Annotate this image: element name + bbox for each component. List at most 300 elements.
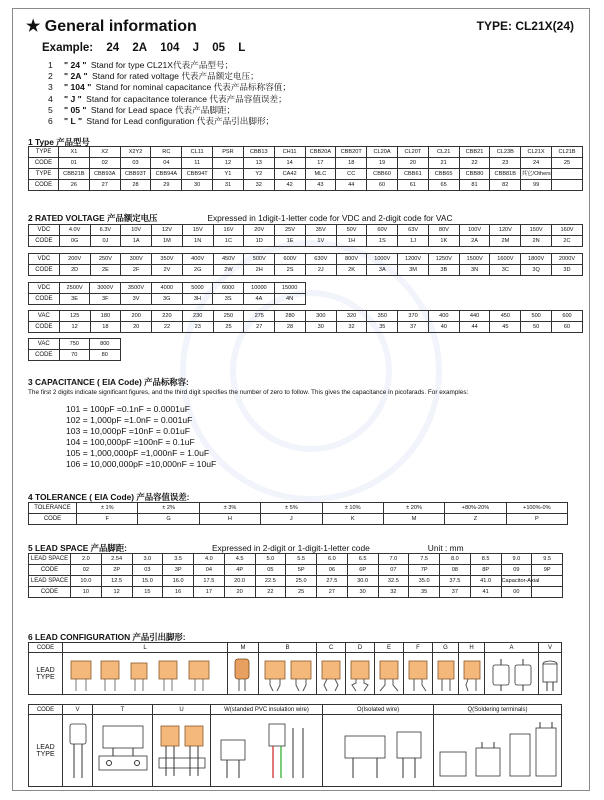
table-cell: 4A [244,294,275,305]
table-cell: 10V [121,225,152,236]
table-cell: 18 [336,158,367,169]
table-cell: CBB94T [182,169,213,180]
table-cell: 41 [470,587,501,598]
table-cell: 10 [71,587,102,598]
table-cell: 50 [521,322,552,333]
table-cell: 1N [182,236,213,247]
table-cell: CL21X [521,147,552,158]
table-cell: CBB93T [120,169,151,180]
table-cell: 27 [89,180,120,191]
table-cell: 02 [71,565,102,576]
table-cell: CA42 [274,169,305,180]
table-cell: 3B [428,265,459,276]
lead-illustration-E [375,653,404,695]
table-cell: CBB60 [367,169,398,180]
table-cell: 15000 [274,283,305,294]
table-cell: 32.5 [378,576,409,587]
table-cell [552,169,583,180]
table-cell: 45 [490,322,521,333]
table-cell: 1200V [398,254,429,265]
table-cell: 32 [336,322,367,333]
table-cell: 41.0 [470,576,501,587]
table-cell: 60V [367,225,398,236]
table-cell: 2K [336,265,367,276]
page-title: ★ General information [26,18,197,35]
table-cell: 370 [398,311,429,322]
table-cell: 1500V [459,254,490,265]
example-part: J [192,42,200,54]
table-cell: 2H [244,265,275,276]
table-cell: 600 [552,311,583,322]
table-cell: 25.0 [286,576,317,587]
voltage-table [28,224,583,247]
table-cell: CC [336,169,367,180]
item-text: Stand for type CL21X代表产品型号； [88,60,234,70]
table-cell: 25 [552,158,583,169]
table-row [29,514,568,525]
table-cell: G [138,514,199,525]
table-cell: 800V [336,254,367,265]
table-cell: 4000 [151,283,182,294]
lead-config-table-2 [28,704,562,787]
table-cell: 1C [213,236,244,247]
capacitance-example: 106 = 10,000,000pF =10,000nF = 10uF [66,459,217,469]
table-cell: 3H [182,294,213,305]
voltage-table [28,282,306,305]
table-cell: 20 [224,587,255,598]
table-cell: 220 [152,311,183,322]
table-cell: 350V [152,254,183,265]
table-cell: 3V [121,294,152,305]
table-cell: 1M [152,236,183,247]
table-cell: RC [151,147,182,158]
table-cell: 09 [501,565,532,576]
table-row [29,254,583,265]
table-cell: 15 [132,587,163,598]
row-header: CODE [29,514,77,525]
table-cell: 3A [367,265,398,276]
table-cell [532,587,563,598]
table-cell: 02 [89,158,120,169]
table-cell: 7.0 [378,554,409,565]
table-cell: MLC [305,169,336,180]
stand-for-item [48,116,291,127]
table-cell: 18 [90,322,121,333]
table-cell: 06 [317,565,348,576]
table-cell: 440 [459,311,490,322]
table-cell: 0G [59,236,90,247]
table-cell: 17 [194,587,225,598]
table-cell: 12.5 [101,576,132,587]
table-cell: Capacitor-Axial [501,576,532,587]
table-cell: 3F [90,294,121,305]
table-cell: 300V [121,254,152,265]
table-cell: 其它/Others [521,169,552,180]
table-cell: 600V [275,254,306,265]
row-header: CODE [29,565,71,576]
table-cell: 10.0 [71,576,102,587]
table-cell: 200 [121,311,152,322]
table-cell: 35.0 [409,576,440,587]
table-cell: 3P [163,565,194,576]
table-cell: 16 [163,587,194,598]
table-cell: 1S [367,236,398,247]
table-cell: 11 [182,158,213,169]
table-cell: 27 [244,322,275,333]
item-code: " 24 " [64,60,87,70]
table-cell: 3M [398,265,429,276]
table-cell: 2000V [552,254,583,265]
table-cell: 44 [459,322,490,333]
table-row [29,350,121,361]
table-cell: 2.54 [101,554,132,565]
table-cell: 3G [151,294,182,305]
table-cell: 27 [317,587,348,598]
lead-code: V [63,705,93,715]
capacitance-example: 103 = 10,000pF =10nF = 0.01uF [66,426,190,436]
table-cell: Y1 [213,169,244,180]
lead-illustration-D [346,653,375,695]
stand-for-item [48,60,291,71]
lead-code: B [259,643,317,653]
table-cell: 31 [213,180,244,191]
table-cell: 2P [101,565,132,576]
row-header: VDC [29,283,60,294]
table-row [29,565,563,576]
table-cell: 20 [397,158,428,169]
table-cell: J [261,514,322,525]
table-cell: 20V [244,225,275,236]
table-cell: 08 [440,565,471,576]
lead-illustration-V [539,653,562,695]
table-cell: CBB21B [59,169,90,180]
table-cell: 1000V [367,254,398,265]
table-cell: 40 [428,322,459,333]
table-cell: 4.0V [59,225,90,236]
row-header: CODE [29,322,60,333]
table-cell: 05 [255,565,286,576]
table-cell: 61 [397,180,428,191]
table-cell: 6000 [213,283,244,294]
table-cell: 4.0 [194,554,225,565]
table-cell: 14 [274,158,305,169]
table-cell: 1E [275,236,306,247]
table-cell: 3Q [521,265,552,276]
table-cell: CBB20T [336,147,367,158]
example-line [42,42,255,54]
table-cell: 37 [440,587,471,598]
table-cell: 30 [305,322,336,333]
lead-code: E [375,643,404,653]
table-cell: 4N [274,294,305,305]
table-cell: 2N [521,236,552,247]
voltage-table [28,310,583,333]
table-cell: 2D [59,265,90,276]
table-cell: CBB13 [243,147,274,158]
table-cell: 450 [490,311,521,322]
table-cell [552,180,583,191]
stand-for-item [48,105,291,116]
table-cell: 00 [501,587,532,598]
table-row [29,147,583,158]
stand-for-list [48,60,291,127]
table-cell: 80V [428,225,459,236]
lead-code: W(standed PVC insulation wire) [211,705,323,715]
table-cell: 3000V [90,283,121,294]
lead-code: C [317,643,346,653]
item-text: Stand for Lead configuration 代表产品引出脚形； [84,116,275,127]
lead-space-unit: Unit : mm [427,543,464,553]
table-cell: 9.0 [501,554,532,565]
table-cell: Y2 [243,169,274,180]
table-cell: 30 [347,587,378,598]
table-cell: 500V [244,254,275,265]
table-cell: 1K [428,236,459,247]
table-cell: 1J [398,236,429,247]
table-cell: 2C [552,236,583,247]
lead-illustration-C [317,653,346,695]
table-cell: 3S [213,294,244,305]
table-cell: 2W [213,265,244,276]
table-cell: 23 [490,158,521,169]
item-text: Stand for rated voltage 代表产品额定电压； [89,71,259,82]
table-cell: 30 [182,180,213,191]
lead-illustration-A [485,653,539,695]
row-header: CODE [29,587,71,598]
table-cell: 160V [552,225,583,236]
table-cell: PSR [213,147,244,158]
type-table [28,146,583,191]
table-cell: 22 [459,158,490,169]
table-cell: 8.5 [470,554,501,565]
stand-for-item [48,71,291,82]
table-row [29,225,583,236]
stand-for-item [48,82,291,93]
table-cell: 25 [213,322,244,333]
table-cell: 320 [336,311,367,322]
lead-code: A [485,643,539,653]
type-label: TYPE: CL21X(24) [476,19,574,33]
lead-type-label: LEAD TYPE [29,653,63,695]
row-header: CODE [29,236,60,247]
table-cell: 6.3V [90,225,121,236]
table-cell: 100V [459,225,490,236]
table-cell: ± 3% [199,503,260,514]
table-cell: 16.0 [163,576,194,587]
table-cell: 120V [490,225,521,236]
table-cell: CBB81B [490,169,521,180]
table-cell: 4P [224,565,255,576]
table-cell: 16V [213,225,244,236]
lead-code: F [404,643,433,653]
lead-code: T [93,705,153,715]
table-row [29,158,583,169]
table-cell: 9P [532,565,563,576]
table-cell: M [383,514,444,525]
table-cell: 2S [275,265,306,276]
row-header: VAC [29,311,60,322]
table-cell: 350 [367,311,398,322]
lead-illustration-U [153,715,211,787]
code-label: CODE [29,705,63,715]
table-cell: CBB21 [459,147,490,158]
table-cell: CBB94A [151,169,182,180]
table-cell: 15V [182,225,213,236]
table-cell: 37.5 [440,576,471,587]
lead-code: V [539,643,562,653]
lead-code: G [433,643,459,653]
item-number: 2 [48,71,53,82]
stand-for-item [48,94,291,105]
table-cell: 3C [490,265,521,276]
capacitance-example: 102 = 1,000pF =1.0nF = 0.001uF [66,415,193,425]
table-cell: F [77,514,138,525]
lead-space-title: 5 LEAD SPACE 产品脚距: [28,543,127,553]
table-row [29,180,583,191]
table-cell: CL20T [397,147,428,158]
table-cell: 125 [59,311,90,322]
lead-illustration-T [93,715,153,787]
table-row [29,283,306,294]
table-cell: 37 [398,322,429,333]
capacitance-examples [66,404,216,470]
table-cell: 26 [59,180,90,191]
table-cell: 630V [305,254,336,265]
table-cell: 44 [336,180,367,191]
table-cell: CL20A [367,147,398,158]
table-cell: 2.0 [71,554,102,565]
table-cell: 28 [275,322,306,333]
table-cell: CBB65 [428,169,459,180]
table-cell: 250V [90,254,121,265]
table-cell: +80%-20% [445,503,506,514]
table-cell: 01 [59,158,90,169]
lead-space-table [28,553,563,598]
type-section-title: 1 Type 产品型号 [28,137,90,147]
table-cell: 1D [244,236,275,247]
table-cell: 03 [132,565,163,576]
table-cell: K [322,514,383,525]
table-row [29,265,583,276]
capacitance-example: 105 = 1,000,000pF =1,000nF = 1.0uF [66,448,210,458]
table-cell: 2G [182,265,213,276]
table-row [29,576,563,587]
table-cell: 1H [336,236,367,247]
lead-space-subtitle: Expressed in 2-digit or 1-digit-1-letter code [211,543,370,553]
capacitance-description: The first 2 digits indicate significant figures, and the third digit specifies the number of zero to follow. This gives the capacitance in picofarads. For examples: [28,389,469,396]
example-prefix: Example: [42,42,94,54]
table-cell: CBB61 [397,169,428,180]
capacitance-example: 101 = 100pF =0.1nF = 0.0001uF [66,404,190,414]
table-cell: 12 [59,322,90,333]
table-cell: CL21B [552,147,583,158]
table-cell: ± 5% [261,503,322,514]
item-code: " 05 " [64,104,87,115]
table-cell: 19 [367,158,398,169]
table-cell: CL21 [428,147,459,158]
table-cell: 750 [59,339,90,350]
lead-config-section-title: 6 LEAD CONFIGURATION 产品引出脚形: [28,632,186,642]
table-cell: 800 [90,339,121,350]
table-cell: 80 [90,350,121,361]
table-cell: 250 [213,311,244,322]
table-cell: 5.0 [255,554,286,565]
row-header: VDC [29,254,60,265]
table-cell: 6.5 [347,554,378,565]
table-cell: 500 [521,311,552,322]
table-cell: 29 [151,180,182,191]
tolerance-section-title: 4 TOLERANCE ( EIA Code) 产品容值误差: [28,492,190,502]
table-cell: 82 [490,180,521,191]
table-cell: 60 [552,322,583,333]
table-cell: 1A [121,236,152,247]
table-cell: 25V [275,225,306,236]
table-cell: 24 [521,158,552,169]
row-header: CODE [29,294,60,305]
item-code: " 2A " [64,71,88,82]
table-cell: ± 20% [383,503,444,514]
table-cell: 23 [182,322,213,333]
table-cell: 2500V [59,283,90,294]
table-cell: 35 [409,587,440,598]
lead-config-table-1 [28,642,562,695]
row-header: CODE [29,158,59,169]
table-row [29,554,563,565]
table-cell: Z [445,514,506,525]
table-cell: 1V [305,236,336,247]
table-row [29,587,563,598]
table-cell: 27.5 [317,576,348,587]
lead-code: Q(Soldering terminals) [434,705,562,715]
table-cell: 2M [490,236,521,247]
table-cell: 28 [120,180,151,191]
table-cell: 0J [90,236,121,247]
table-cell: 150V [521,225,552,236]
table-cell: 8P [470,565,501,576]
table-cell: 22.5 [255,576,286,587]
table-cell: 07 [378,565,409,576]
table-cell: 180 [90,311,121,322]
lead-illustration-F [404,653,433,695]
table-cell: 04 [151,158,182,169]
row-header: VAC [29,339,60,350]
table-cell: 22 [152,322,183,333]
row-header: CODE [29,350,60,361]
table-cell: 12 [213,158,244,169]
table-cell: 63V [398,225,429,236]
table-cell: 5.5 [286,554,317,565]
table-cell: ± 1% [77,503,138,514]
table-cell: 8.0 [440,554,471,565]
lead-illustration-G [433,653,459,695]
table-cell: 99 [521,180,552,191]
table-cell: ± 10% [322,503,383,514]
item-code: " J " [64,93,82,104]
lead-code: L [63,643,228,653]
tolerance-table [28,502,568,525]
table-cell: 400V [182,254,213,265]
table-cell: 70 [59,350,90,361]
lead-illustration-V2 [63,715,93,787]
lead-illustration-O [323,715,434,787]
table-cell: 15.0 [132,576,163,587]
row-header: LEAD SPACE [29,576,71,587]
table-cell: 4.5 [224,554,255,565]
lead-code: H [459,643,485,653]
table-row [29,169,583,180]
lead-illustration-M [228,653,259,695]
table-cell: 42 [274,180,305,191]
